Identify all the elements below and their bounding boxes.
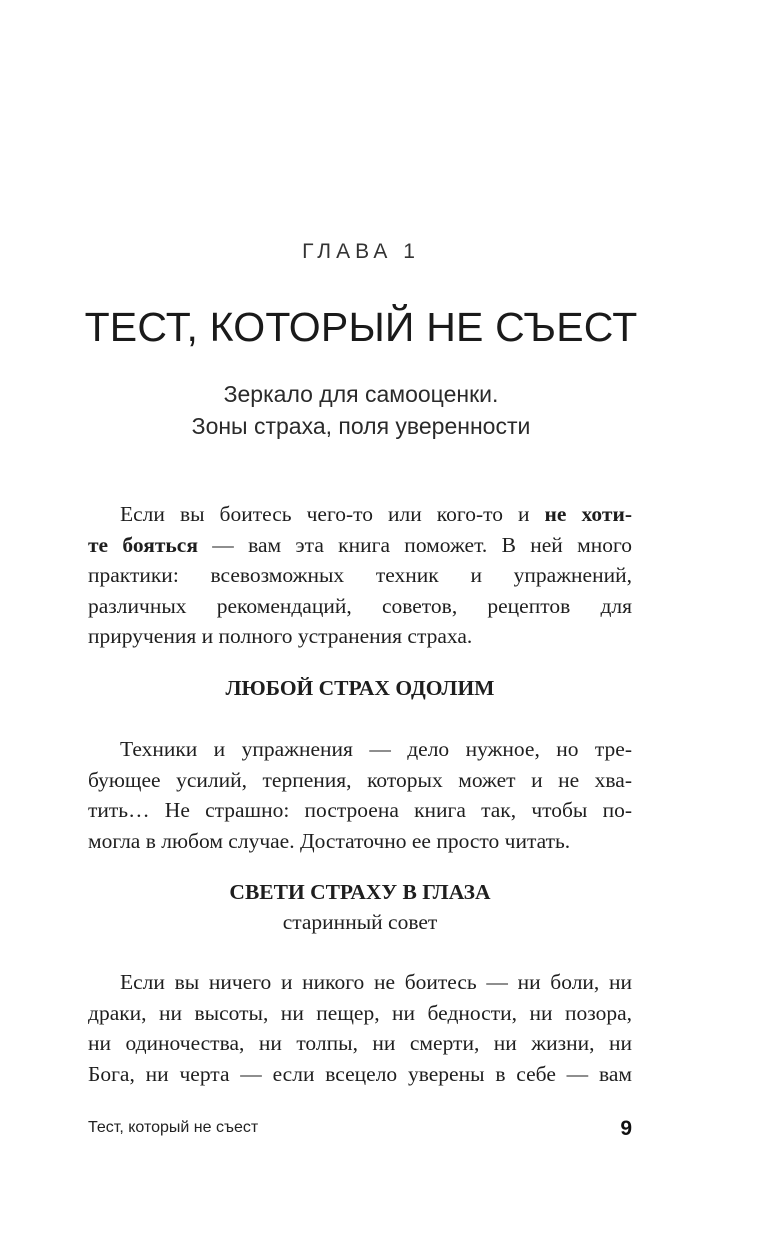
paragraph-line: практики: всевозможных техник и упражнений,: [88, 563, 632, 587]
page-number: 9: [620, 1117, 632, 1140]
intro-paragraph: [88, 499, 632, 652]
subtitle-line: Зоны страха, поля уверенности: [191, 413, 531, 439]
running-footer: Тест, который не съест: [88, 1119, 259, 1136]
section-paragraph: [88, 967, 632, 1089]
section-paragraph: [88, 734, 632, 856]
section-epigraph: старинный совет: [282, 910, 438, 934]
paragraph-line: драки, ни высоты, ни пещер, ни бедности, ни позора,: [88, 1000, 632, 1025]
paragraph-line: [88, 530, 632, 561]
paragraph-line: могла в любом случае. Достаточно ее просто читать.: [88, 828, 571, 853]
paragraph-line: Если вы ничего и никого не боитесь — ни боли, ни: [120, 970, 632, 994]
paragraph-line: бующее усилий, терпения, которых может и не хва-: [88, 767, 632, 792]
chapter-label: ГЛАВА 1: [302, 240, 420, 263]
subtitle-line: Зеркало для самооценки.: [223, 381, 499, 407]
bold-text: не хоти-: [544, 502, 633, 526]
section-heading: СВЕТИ СТРАХУ В ГЛАЗА: [229, 880, 491, 904]
paragraph-line: Бога, ни черта — если всецело уверены в себе — вам: [88, 1061, 632, 1086]
paragraph-line: [88, 499, 632, 530]
paragraph-line: различных рекомендаций, советов, рецептов для: [88, 593, 632, 618]
chapter-title: ТЕСТ, КОТОРЫЙ НЕ СЪЕСТ: [84, 304, 638, 350]
text-run: Если вы боитесь чего-то или кого-то и: [120, 502, 545, 526]
bold-text: те бояться: [88, 532, 198, 557]
paragraph-line: Техники и упражнения — дело нужное, но тре-: [120, 737, 632, 761]
paragraph-line: ни одиночества, ни толпы, ни смерти, ни жизни, ни: [88, 1031, 632, 1055]
chapter-subtitle: [0, 378, 722, 442]
section-heading: ЛЮБОЙ СТРАХ ОДОЛИМ: [225, 676, 495, 700]
text-run: — вам эта книга поможет. В ней много: [197, 532, 632, 557]
paragraph-line: приручения и полного устранения страха.: [88, 624, 473, 648]
paragraph-line: тить… Не страшно: построена книга так, чтобы по-: [88, 798, 632, 822]
